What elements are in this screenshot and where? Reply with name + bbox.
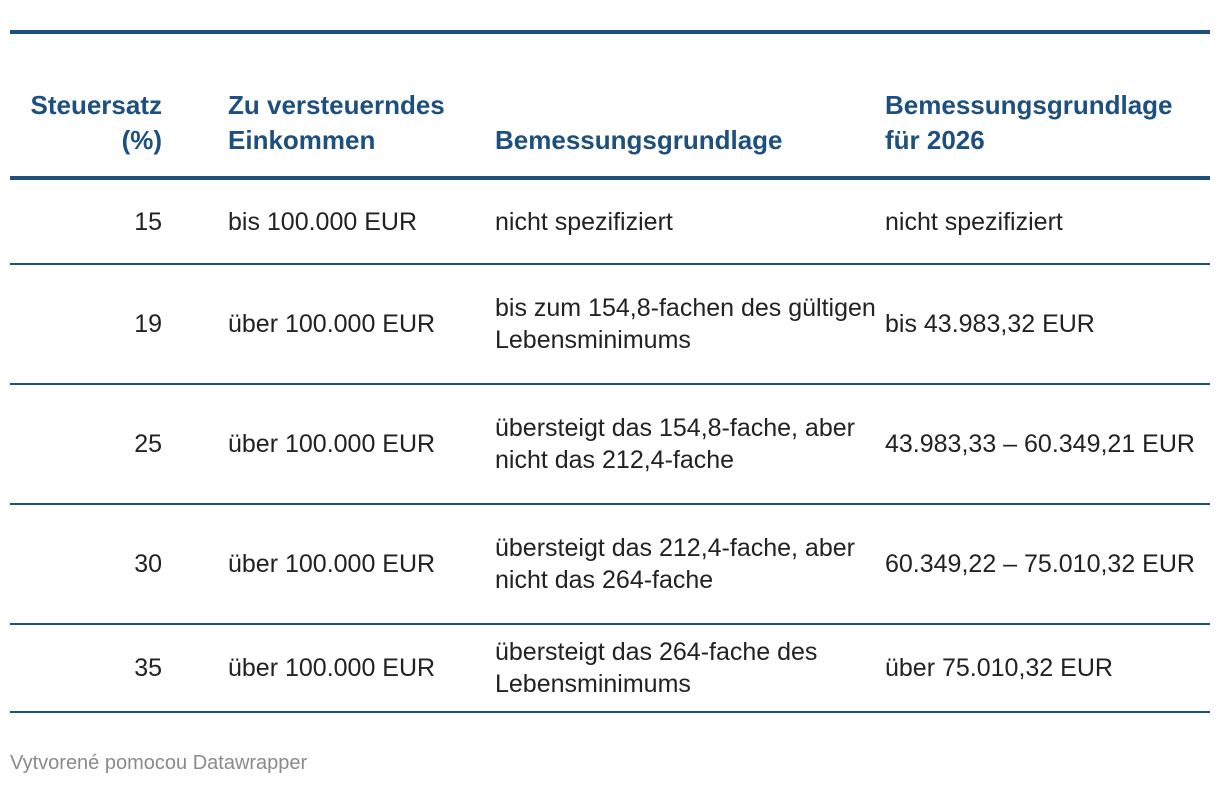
header-spacer (162, 32, 228, 178)
cell-tax-rate: 25 (10, 384, 162, 504)
cell-spacer (162, 624, 228, 712)
table-row (10, 178, 1210, 264)
cell-spacer (162, 384, 228, 504)
cell-spacer (162, 264, 228, 384)
cell-taxable-income: über 100.000 EUR (228, 264, 495, 384)
cell-assessment-basis: übersteigt das 264-fache des Lebensminimums (495, 624, 885, 712)
cell-spacer (162, 504, 228, 624)
cell-tax-rate: 15 (10, 178, 162, 264)
cell-assessment-basis-2026: 60.349,22 – 75.010,32 EUR (885, 504, 1210, 624)
cell-assessment-basis: übersteigt das 154,8-fache, aber nicht das 212,4-fache (495, 384, 885, 504)
tax-rate-table (10, 30, 1210, 713)
cell-tax-rate: 35 (10, 624, 162, 712)
table-row (10, 264, 1210, 384)
cell-spacer (162, 178, 228, 264)
cell-tax-rate: 30 (10, 504, 162, 624)
cell-assessment-basis: bis zum 154,8-fachen des gültigen Lebensminimums (495, 264, 885, 384)
header-tax-rate: Steuersatz (%) (10, 32, 162, 178)
cell-taxable-income: über 100.000 EUR (228, 504, 495, 624)
table-row (10, 504, 1210, 624)
header-taxable-income: Zu versteuerndes Einkommen (228, 32, 495, 178)
header-assessment-basis: Bemessungsgrundlage (495, 32, 885, 178)
cell-assessment-basis-2026: über 75.010,32 EUR (885, 624, 1210, 712)
cell-assessment-basis: nicht spezifiziert (495, 178, 885, 264)
cell-taxable-income: über 100.000 EUR (228, 624, 495, 712)
table-row (10, 384, 1210, 504)
cell-assessment-basis-2026: nicht spezifiziert (885, 178, 1210, 264)
cell-assessment-basis-2026: bis 43.983,32 EUR (885, 264, 1210, 384)
table-row (10, 624, 1210, 712)
cell-assessment-basis-2026: 43.983,33 – 60.349,21 EUR (885, 384, 1210, 504)
cell-taxable-income: bis 100.000 EUR (228, 178, 495, 264)
cell-assessment-basis: übersteigt das 212,4-fache, aber nicht das 264-fache (495, 504, 885, 624)
tax-table-container (10, 30, 1210, 713)
cell-tax-rate: 19 (10, 264, 162, 384)
datawrapper-credit: Vytvorené pomocou Datawrapper (10, 752, 308, 774)
table-header-row (10, 32, 1210, 178)
header-assessment-basis-2026: Bemessungsgrundlage für 2026 (885, 32, 1210, 178)
cell-taxable-income: über 100.000 EUR (228, 384, 495, 504)
